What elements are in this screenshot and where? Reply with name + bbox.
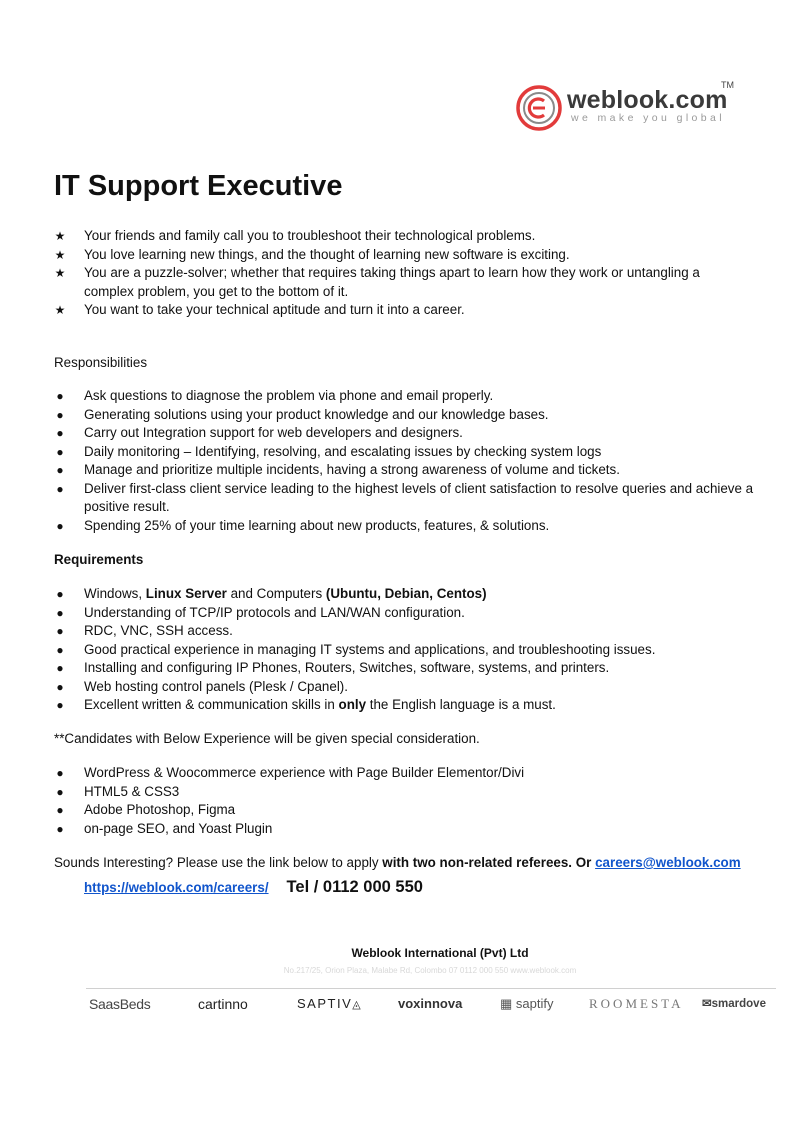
company-name: Weblook International (Pvt) Ltd bbox=[351, 946, 529, 960]
logo-wordmark: weblook.com bbox=[567, 86, 728, 114]
partner-logo-smardove: ✉smardove bbox=[702, 998, 766, 1010]
bullet-icon: ● bbox=[56, 698, 64, 712]
bullet-icon: ● bbox=[56, 642, 64, 657]
careers-email-link[interactable]: careers@weblook.com bbox=[595, 855, 741, 870]
bullet-icon: ● bbox=[56, 444, 64, 459]
telephone: Tel / 0112 000 550 bbox=[286, 878, 423, 896]
responsibilities-list bbox=[54, 387, 774, 535]
star-icon: ★ bbox=[54, 229, 66, 243]
saptiv-mark-icon: ◬ bbox=[352, 999, 363, 1011]
requirements-list bbox=[54, 585, 744, 715]
bullet-icon: ● bbox=[56, 661, 64, 675]
bullet-icon: ● bbox=[56, 605, 64, 620]
list-item: ● Carry out Integration support for web developers and designers. bbox=[54, 424, 744, 443]
intro-item: ★ You are a puzzle-solver; whether that requires taking things apart to learn how they work or untangling a complex problem, you get to the bottom of it. bbox=[54, 265, 700, 299]
list-item: ● Spending 25% of your time learning about new products, features, & solutions. bbox=[54, 517, 744, 536]
bullet-icon: ● bbox=[56, 389, 64, 403]
weblook-logo bbox=[515, 80, 740, 134]
list-item: ● Daily monitoring – Identifying, resolving, and escalating issues by checking system logs bbox=[54, 443, 744, 462]
bullet-icon: ● bbox=[56, 463, 64, 477]
list-item: ● Installing and configuring IP Phones, Routers, Switches, software, systems, and printers. bbox=[54, 659, 744, 678]
list-item: ● Deliver first-class client service leading to the highest levels of client satisfaction to resolve queries and achieve a positive result. bbox=[54, 480, 774, 517]
weblook-logo-icon bbox=[515, 84, 563, 132]
list-item: ● Ask questions to diagnose the problem via phone and email properly. bbox=[54, 387, 744, 406]
footer-divider bbox=[86, 988, 776, 989]
partner-logo-voxinnova: voxinnova bbox=[398, 996, 463, 1011]
partner-logo-cartinno: cartinno bbox=[198, 996, 248, 1012]
list-item: ● Windows, Linux Server and Computers (Ubuntu, Debian, Centos) bbox=[54, 585, 744, 604]
logo-trademark: TM bbox=[721, 80, 734, 90]
bullet-icon: ● bbox=[56, 481, 64, 496]
star-icon: ★ bbox=[54, 247, 66, 262]
bullet-icon: ● bbox=[56, 803, 64, 817]
intro-list bbox=[54, 227, 744, 320]
intro-item: ★ Your friends and family call you to troubleshoot their technological problems. bbox=[54, 227, 744, 246]
logo-tagline: we make you global bbox=[571, 112, 726, 124]
bonus-list bbox=[54, 764, 744, 838]
bullet-icon: ● bbox=[56, 426, 64, 440]
list-item: ● Excellent written & communication skills in only the English language is a must. bbox=[54, 696, 744, 715]
list-item: ● Adobe Photoshop, Figma bbox=[54, 801, 744, 820]
list-item: ● Web hosting control panels (Plesk / Cpanel). bbox=[54, 678, 744, 697]
bullet-icon: ● bbox=[56, 821, 64, 836]
partner-logo-saptiv: SAPTIV◬ bbox=[297, 996, 363, 1011]
intro-item: ★ You love learning new things, and the thought of learning new software is exciting. bbox=[54, 246, 744, 265]
bullet-icon: ● bbox=[56, 407, 64, 422]
careers-url-link[interactable]: https://weblook.com/careers/ bbox=[84, 880, 269, 895]
list-item: ● Manage and prioritize multiple incidents, having a strong awareness of volume and tickets. bbox=[54, 461, 744, 480]
envelope-icon: ✉ bbox=[702, 998, 712, 1010]
partner-logo-roomesta: ROOMESTA bbox=[589, 996, 684, 1011]
list-item: ● RDC, VNC, SSH access. bbox=[54, 622, 744, 641]
intro-item: ★ You want to take your technical aptitude and turn it into a career. bbox=[54, 301, 744, 320]
list-item: ● on-page SEO, and Yoast Plugin bbox=[54, 820, 744, 839]
bullet-icon: ● bbox=[56, 784, 64, 799]
list-item: ● Good practical experience in managing IT systems and applications, and troubleshooting issues. bbox=[54, 641, 744, 660]
responsibilities-heading: Responsibilities bbox=[54, 355, 148, 370]
list-item: ● Generating solutions using your product knowledge and our knowledge bases. bbox=[54, 406, 744, 425]
partner-logo-saasbeds: SaasBeds bbox=[89, 996, 151, 1012]
star-icon: ★ bbox=[54, 266, 66, 280]
company-address: No.217/25, Orion Plaza, Malabe Rd, Colombo 07 0112 000 550 www.weblook.com bbox=[283, 966, 577, 975]
bullet-icon: ● bbox=[56, 624, 64, 638]
bullet-icon: ● bbox=[56, 587, 64, 601]
star-icon: ★ bbox=[54, 303, 66, 317]
calendar-icon: ▦ bbox=[500, 996, 513, 1011]
list-item: ● WordPress & Woocommerce experience with Page Builder Elementor/Divi bbox=[54, 764, 744, 783]
apply-text: Sounds Interesting? Please use the link below to apply with two non-related referees. Or careers@weblook.com bbox=[54, 855, 741, 870]
bullet-icon: ● bbox=[56, 518, 64, 533]
list-item: ● HTML5 & CSS3 bbox=[54, 783, 744, 802]
bullet-icon: ● bbox=[56, 766, 64, 780]
bullet-icon: ● bbox=[56, 679, 64, 694]
partner-logo-saptify: ▦ saptify bbox=[500, 996, 554, 1011]
special-consideration-note: **Candidates with Below Experience will be given special consideration. bbox=[54, 731, 480, 746]
requirements-heading: Requirements bbox=[54, 552, 144, 567]
list-item: ● Understanding of TCP/IP protocols and LAN/WAN configuration. bbox=[54, 604, 744, 623]
page-title: IT Support Executive bbox=[54, 170, 343, 202]
apply-contact bbox=[84, 877, 423, 898]
